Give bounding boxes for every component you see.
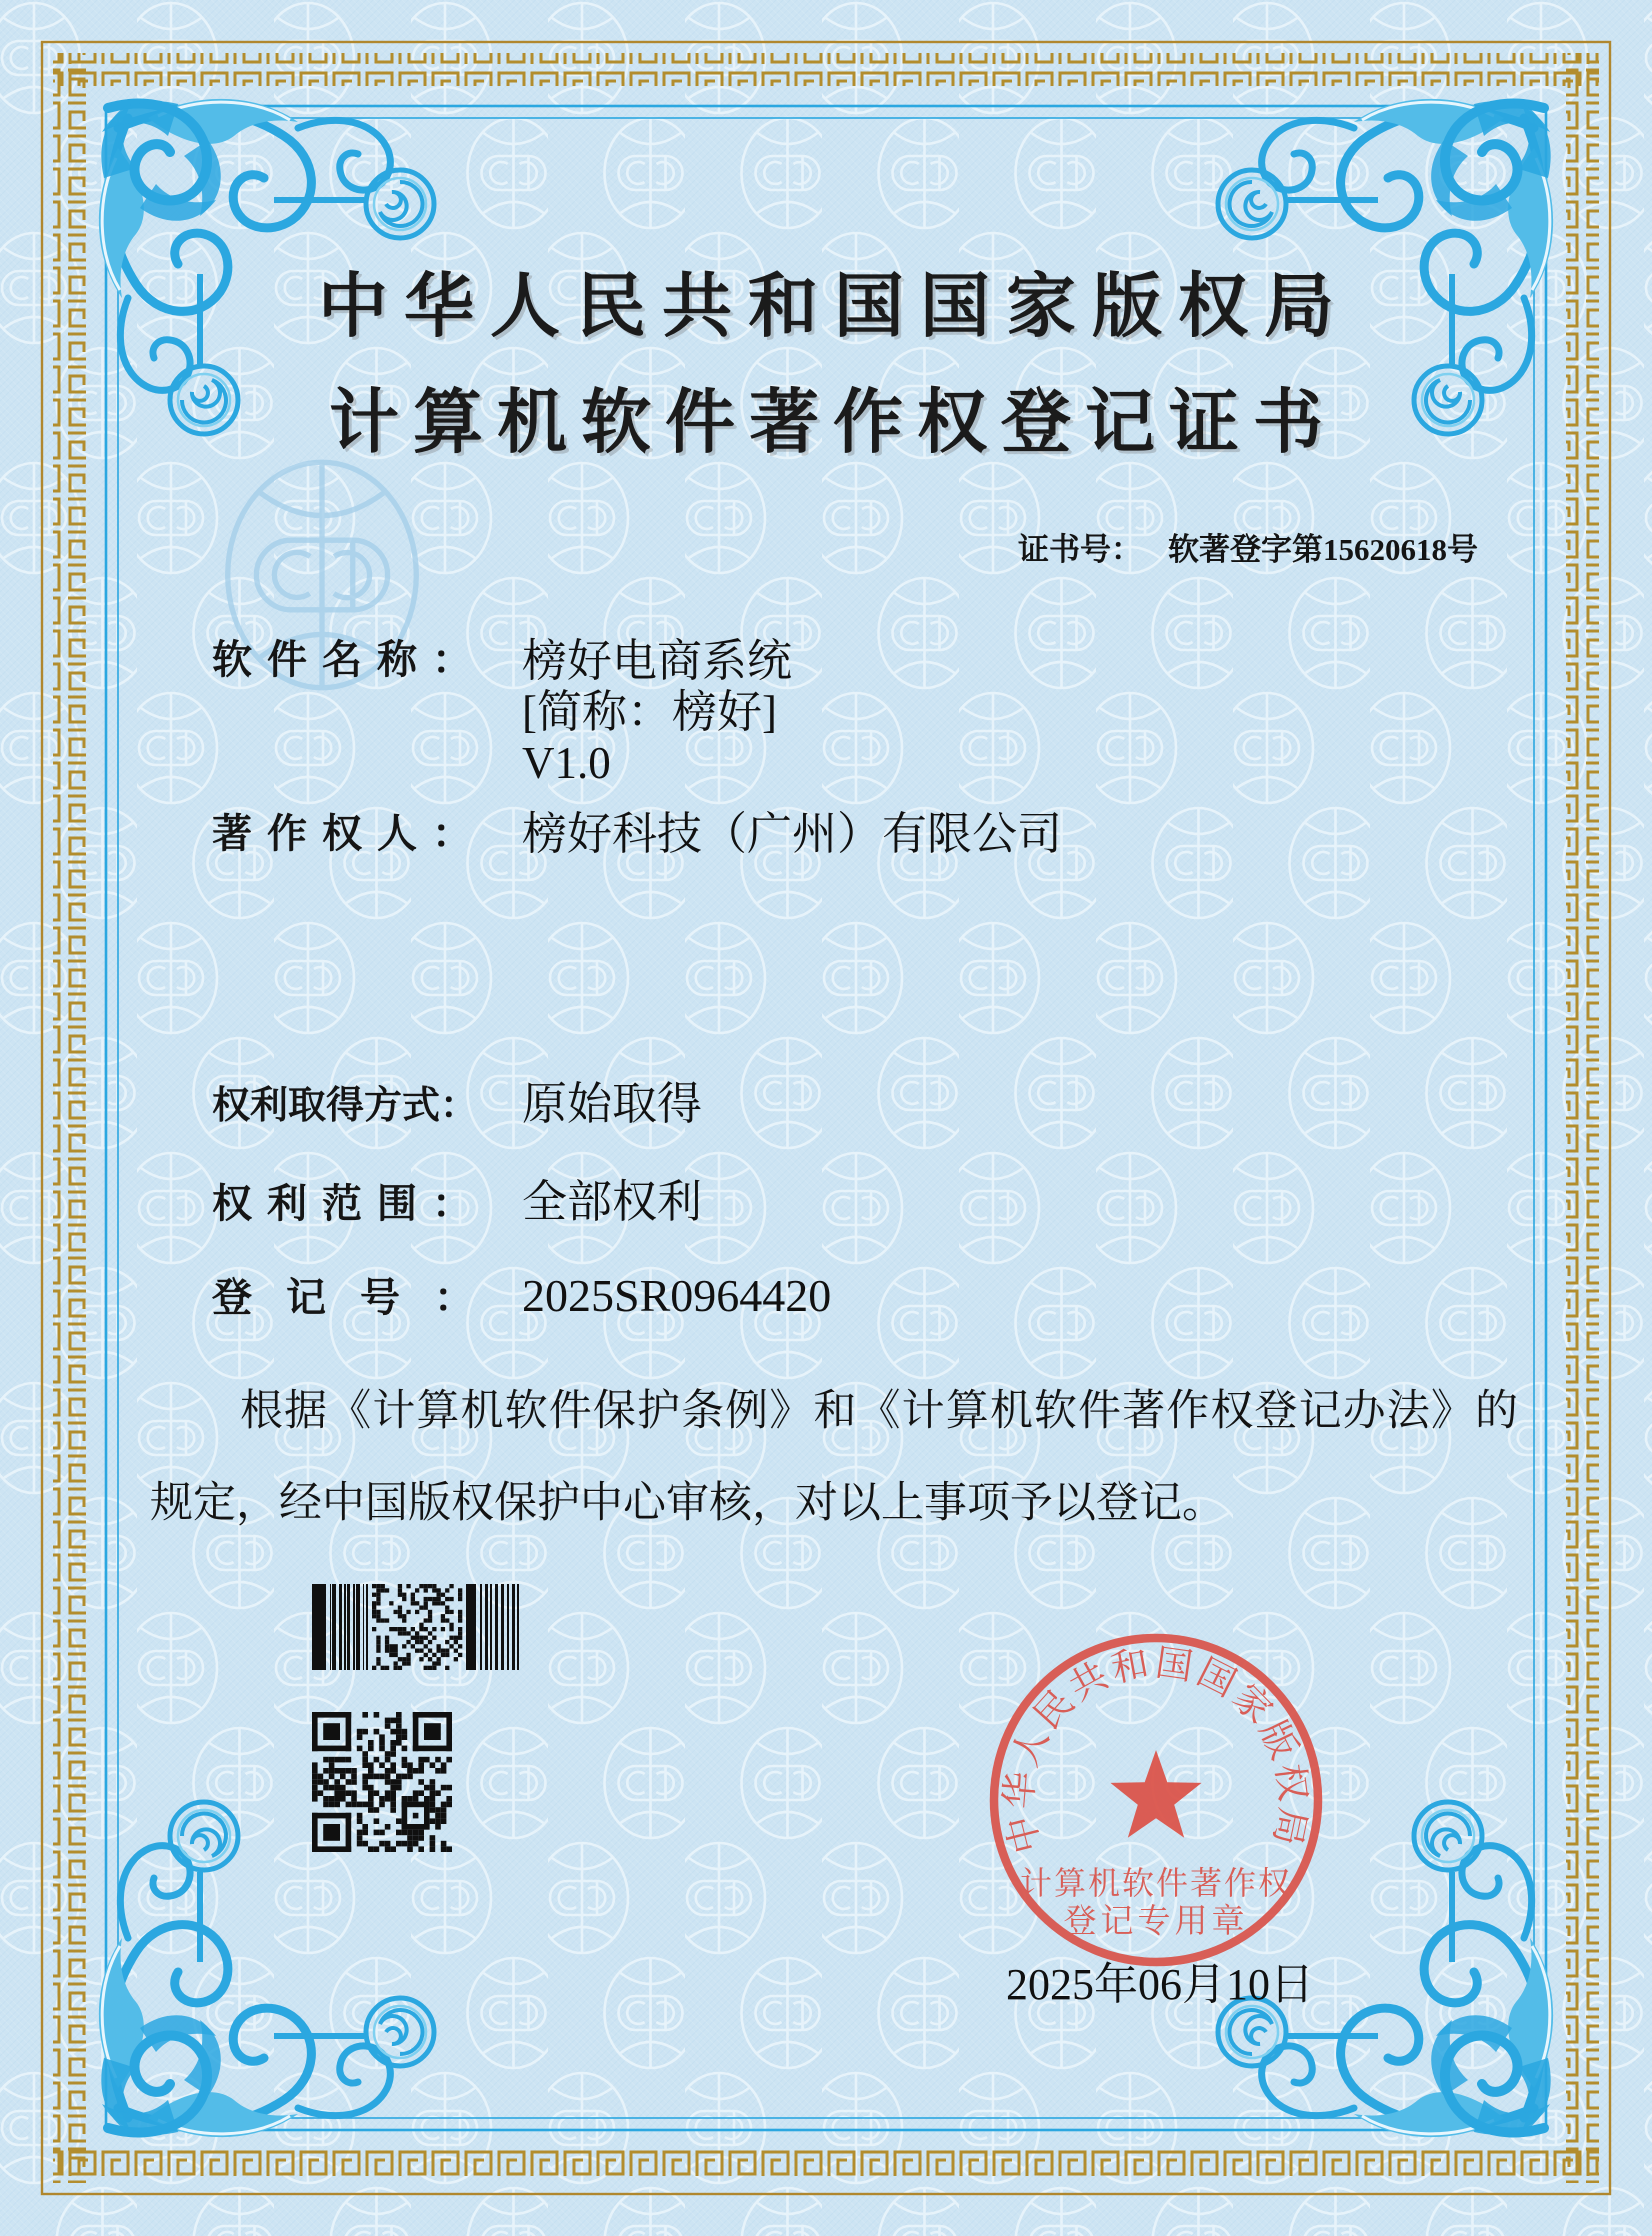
software-name-label: 软件名称： xyxy=(212,637,487,682)
certificate-number-row xyxy=(1018,524,1478,569)
software-version: V1.0 xyxy=(522,738,611,788)
rights-scope-value: 全部权利 xyxy=(522,1177,703,1227)
seal-ring-text: 中华人民共和国国家版权局 xyxy=(998,1642,1314,1858)
registration-number-value: 2025SR0964420 xyxy=(522,1270,832,1321)
copyright-holder-value: 榜好科技（广州）有限公司 xyxy=(522,809,1063,859)
registration-statement: 根据《计算机软件保护条例》和《计算机软件著作权登记办法》的规定，经中国版权保护中心审核，对以上事项予以登记。 xyxy=(150,1388,1518,1527)
official-red-seal xyxy=(982,1626,1330,1974)
certificate-number-label: 证书号： xyxy=(1018,532,1142,567)
software-name-value xyxy=(522,636,792,789)
software-short-name: [简称：榜好] xyxy=(522,687,777,737)
authority-title: 中华人民共和国国家版权局 xyxy=(318,269,1350,346)
certificate-title: 计算机软件著作权登记证书 xyxy=(329,385,1337,462)
qr-code-icon xyxy=(312,1712,452,1852)
software-name: 榜好电商系统 xyxy=(522,636,793,686)
seal-subtitle-line1: 计算机软件著作权 xyxy=(1019,1865,1293,1901)
greek-key-border-top xyxy=(53,53,1599,86)
greek-key-border-right xyxy=(1566,53,1599,2183)
registration-number-label: 登记号： xyxy=(212,1275,508,1320)
copyright-holder-label: 著作权人： xyxy=(212,811,487,856)
red-star-icon xyxy=(1110,1750,1201,1838)
certificate-number-value: 软著登字第15620618号 xyxy=(1168,532,1478,567)
acquisition-label: 权利取得方式： xyxy=(212,1085,479,1127)
issue-date: 2025年06月10日 xyxy=(1006,1960,1314,2009)
greek-key-border-bottom xyxy=(53,2150,1599,2183)
greek-key-border-left xyxy=(53,53,86,2183)
barcode-icon xyxy=(312,1584,520,1670)
seal-subtitle-line2: 登记专用章 xyxy=(1063,1904,1249,1940)
rights-scope-label: 权利范围： xyxy=(212,1181,487,1226)
acquisition-value: 原始取得 xyxy=(522,1079,703,1129)
